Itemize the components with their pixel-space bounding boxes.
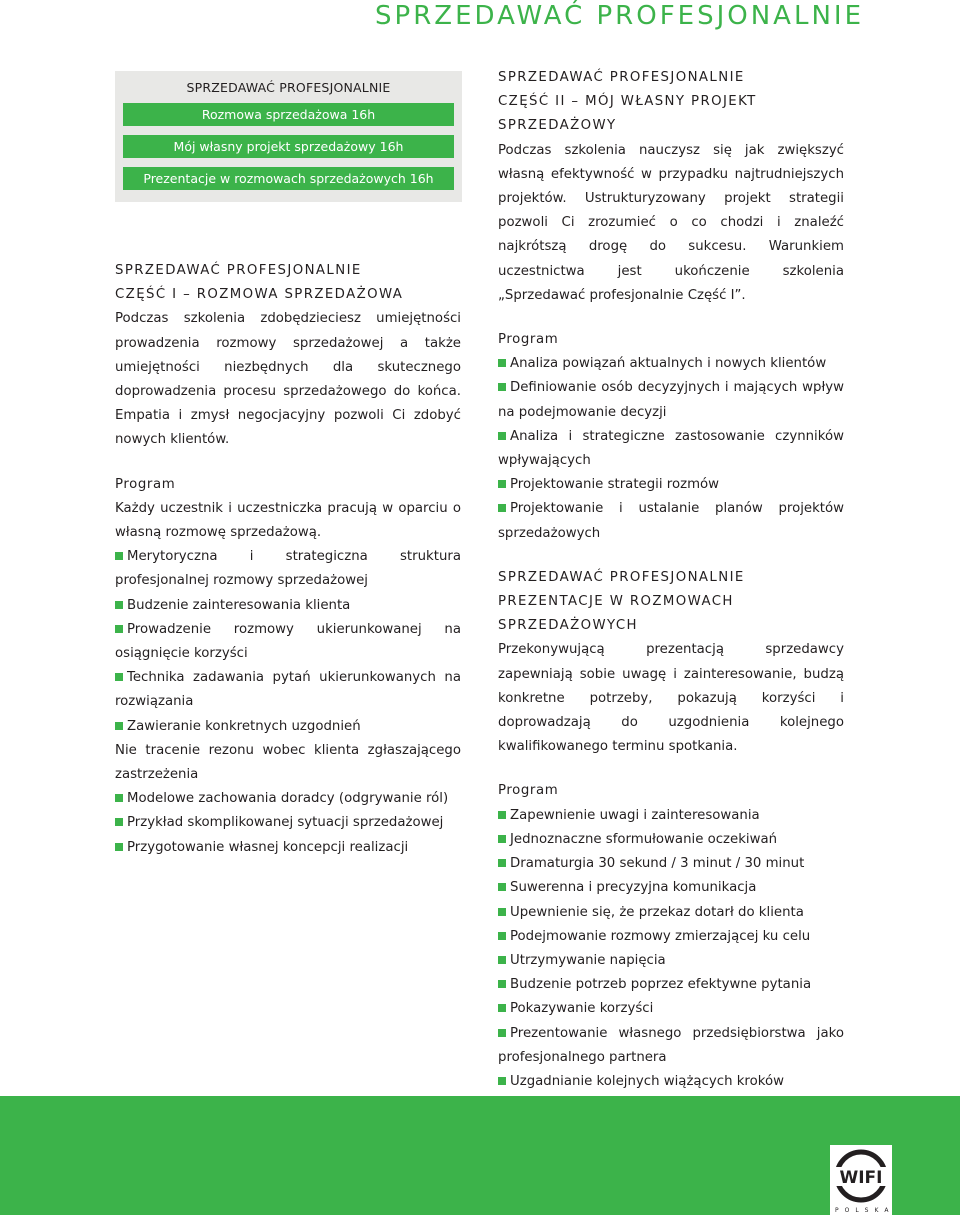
program-item-text: Projektowanie strategii rozmów — [510, 477, 720, 493]
program-item-text: Zawieranie konkretnych uzgodnień — [127, 718, 361, 734]
part3-description: Przekonywującą prezentacją sprzedawcy zapewniają sobie uwagę i zainteresowanie, budzą konkretne potrzeby, pokazują korzyści i doprowadzają do uzgodnienia kolejnego kwalifikowanego terminu spotkania. — [498, 642, 844, 755]
program-item-text: Podejmowanie rozmowy zmierzającej ku celu — [510, 928, 811, 944]
part2-program-label: Program — [498, 332, 559, 348]
program-item-text: Budzenie potrzeb poprzez efektywne pytania — [510, 977, 812, 993]
part1-heading: CZĘŚĆ I – ROZMOWA SPRZEDAŻOWA — [115, 287, 404, 303]
green-square-bullet-icon — [498, 932, 506, 940]
program-item — [498, 852, 844, 876]
program-item — [115, 811, 461, 835]
page-title: SPRZEDAWAĆ PROFESJONALNIE — [375, 1, 864, 31]
green-square-bullet-icon — [498, 383, 506, 391]
part3-label: SPRZEDAWAĆ PROFESJONALNIE — [498, 569, 745, 585]
program-item — [498, 497, 844, 545]
part1-description: Podczas szkolenia zdobędzieciesz umiejętności prowadzenia rozmowy sprzedażowej a także umiejętności niezbędnych dla skutecznego doprowadzenia procesu sprzedażowego do końca. Empatia i zmysł negocjacyjny pozwoli Ci zdobyć nowych klientów. — [115, 311, 461, 448]
summary-row: Prezentacje w rozmowach sprzedażowych 16h — [123, 167, 454, 190]
program-item — [498, 973, 844, 997]
part2-description: Podczas szkolenia nauczysz się jak zwiększyć własną efektywność w przypadku najtrudniejszych projektów. Ustrukturyzowany projekt strategii pozwoli Ci zrozumieć o co chodzi i znaleźć najkrótszą drogę do sukcesu. Warunkiem uczestnictwa jest ukończenie szkolenia „Sprzedawać profesjonalnie Część I”. — [498, 142, 844, 303]
part3-program-label: Program — [498, 783, 559, 799]
program-item — [115, 715, 461, 739]
green-square-bullet-icon — [115, 601, 123, 609]
program-item-text: Przygotowanie własnej koncepcji realizacji — [127, 839, 409, 855]
part2-label: SPRZEDAWAĆ PROFESJONALNIE — [498, 70, 745, 85]
summary-row: Rozmowa sprzedażowa 16h — [123, 103, 454, 126]
part1-label: SPRZEDAWAĆ PROFESJONALNIE — [115, 263, 362, 278]
logo-subtext: POLSKA — [835, 1207, 895, 1214]
program-item-text: Analiza i strategiczne zastosowanie czynników wpływających — [498, 428, 844, 469]
program-item — [498, 804, 844, 828]
program-item — [498, 876, 844, 900]
part1-program-label: Program — [115, 476, 176, 492]
program-item — [498, 352, 844, 376]
course-summary-box — [115, 71, 462, 202]
program-item-text: Dramaturgia 30 sekund / 3 minut / 30 minut — [510, 856, 805, 872]
part1-section — [115, 259, 461, 860]
green-square-bullet-icon — [498, 1077, 506, 1085]
program-item — [498, 1070, 844, 1094]
program-item — [115, 594, 461, 618]
program-item — [498, 828, 844, 852]
footer-band — [0, 1096, 960, 1215]
program-item — [498, 901, 844, 925]
green-square-bullet-icon — [498, 908, 506, 916]
program-item-text: Uzgadnianie kolejnych wiążących kroków — [510, 1073, 784, 1089]
part2-program-list — [498, 352, 844, 546]
wifi-logo-mark-icon — [830, 1145, 892, 1205]
green-square-bullet-icon — [115, 673, 123, 681]
part1-program-list-continued — [115, 787, 461, 860]
program-item — [498, 925, 844, 949]
program-item-text: Zapewnienie uwagi i zainteresowania — [510, 807, 760, 823]
program-item — [498, 949, 844, 973]
green-square-bullet-icon — [498, 859, 506, 867]
program-item — [115, 545, 461, 593]
program-item — [498, 473, 844, 497]
program-item — [115, 836, 461, 860]
green-square-bullet-icon — [498, 956, 506, 964]
green-square-bullet-icon — [115, 722, 123, 730]
green-square-bullet-icon — [498, 480, 506, 488]
green-square-bullet-icon — [498, 359, 506, 367]
program-item-text: Upewnienie się, że przekaz dotarł do klienta — [510, 904, 804, 920]
part3-program-list — [498, 804, 844, 1094]
program-item — [498, 425, 844, 473]
program-item — [115, 787, 461, 811]
program-item-text: Prowadzenie rozmowy ukierunkowanej na osiągnięcie korzyści — [115, 621, 461, 662]
program-item-text: Pokazywanie korzyści — [510, 1001, 654, 1017]
program-item-text: Jednoznaczne sformułowanie oczekiwań — [510, 831, 778, 847]
program-item-text: Budzenie zainteresowania klienta — [127, 597, 351, 613]
green-square-bullet-icon — [498, 811, 506, 819]
program-item-text: Modelowe zachowania doradcy (odgrywanie ról) — [127, 791, 449, 807]
program-item — [498, 1022, 844, 1070]
green-square-bullet-icon — [115, 625, 123, 633]
part2-heading: CZĘŚĆ II – MÓJ WŁASNY PROJEKT SPRZEDAŻOWY — [498, 94, 757, 134]
part3-heading: PREZENTACJE W ROZMOWACH SPRZEDAŻOWYCH — [498, 594, 734, 634]
green-square-bullet-icon — [498, 1004, 506, 1012]
program-item-text: Definiowanie osób decyzyjnych i mających wpływ na podejmowanie decyzji — [498, 380, 844, 420]
green-square-bullet-icon — [498, 883, 506, 891]
summary-title: SPRZEDAWAĆ PROFESJONALNIE — [186, 80, 391, 95]
program-item-text: Analiza powiązań aktualnych i nowych klientów — [510, 356, 827, 372]
program-item-text: Prezentowanie własnego przedsiębiorstwa jako profesjonalnego partnera — [498, 1025, 844, 1065]
program-item-text: Merytoryczna i strategiczna struktura profesjonalnej rozmowy sprzedażowej — [115, 549, 461, 589]
program-item-text: Projektowanie i ustalanie planów projektów sprzedażowych — [498, 501, 844, 541]
green-square-bullet-icon — [498, 835, 506, 843]
part1-plain-item: Nie tracenie rezonu wobec klienta zgłaszającego zastrzeżenia — [115, 742, 461, 783]
program-item-text: Przykład skomplikowanej sytuacji sprzedażowej — [127, 815, 444, 831]
program-item-text: Suwerenna i precyzyjna komunikacja — [510, 880, 757, 896]
program-item — [115, 618, 461, 666]
green-square-bullet-icon — [498, 432, 506, 440]
green-square-bullet-icon — [115, 552, 123, 560]
program-item-text: Utrzymywanie napięcia — [510, 952, 666, 968]
part1-program-intro: Każdy uczestnik i uczestniczka pracują w oparciu o własną rozmowę sprzedażową. — [115, 500, 461, 541]
green-square-bullet-icon — [498, 1029, 506, 1037]
program-item-text: Technika zadawania pytań ukierunkowanych na rozwiązania — [115, 670, 461, 710]
program-item — [498, 376, 844, 424]
program-item — [498, 997, 844, 1021]
green-square-bullet-icon — [115, 818, 123, 826]
part2-section — [498, 66, 844, 1094]
green-square-bullet-icon — [115, 794, 123, 802]
green-square-bullet-icon — [115, 843, 123, 851]
green-square-bullet-icon — [498, 980, 506, 988]
program-item — [115, 666, 461, 714]
green-square-bullet-icon — [498, 504, 506, 512]
logo-text: WIFI — [839, 1168, 883, 1188]
wifi-logo — [830, 1145, 895, 1215]
summary-row: Mój własny projekt sprzedażowy 16h — [123, 135, 454, 158]
part1-program-list — [115, 545, 461, 739]
